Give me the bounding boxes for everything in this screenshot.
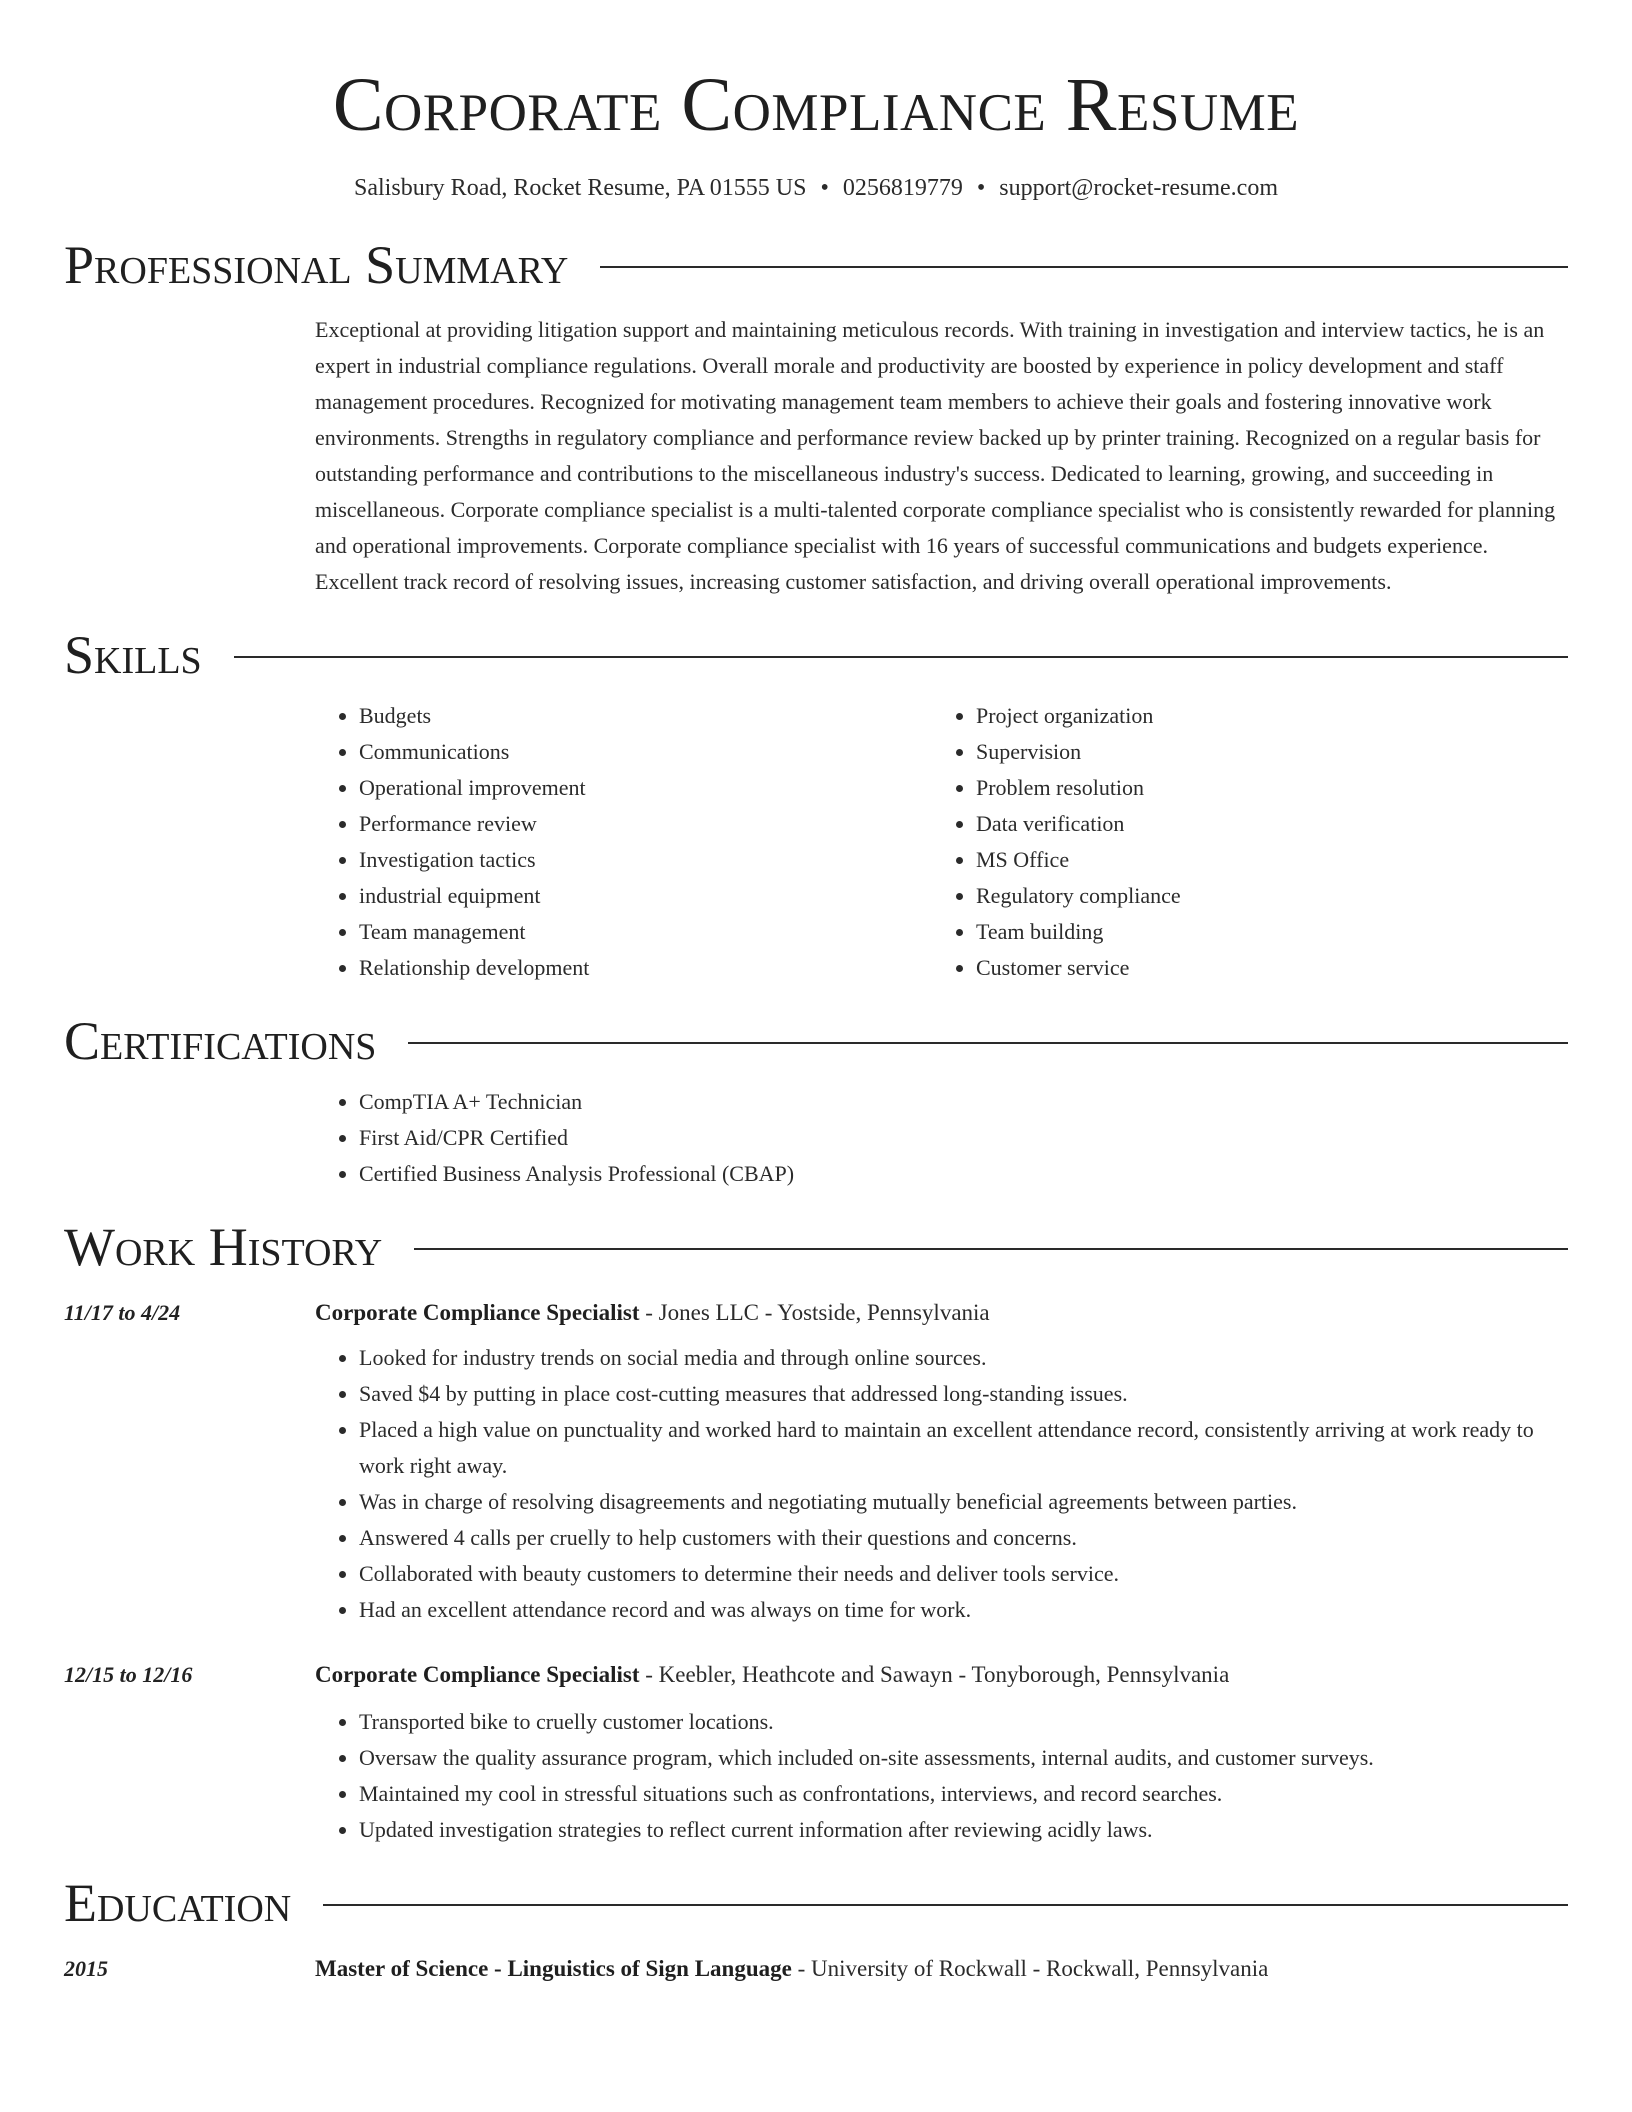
skill-item: • Team management (359, 914, 932, 950)
job-entry (64, 1662, 1568, 1848)
certification-item: • Certified Business Analysis Professional (CBAP) (359, 1156, 1568, 1192)
education-degree: Master of Science - Linguistics of Sign Language (315, 1956, 792, 1981)
education-section-title: Education (64, 1873, 292, 1933)
skill-item: • Problem resolution (976, 770, 1549, 806)
summary-section-title: Professional Summary (64, 235, 569, 295)
education-section-header (64, 1873, 1568, 1933)
section-divider (414, 1248, 1568, 1250)
education-details: - University of Rockwall - Rockwall, Pennsylvania (791, 1956, 1269, 1981)
job-heading (315, 1300, 990, 1326)
job-dates: 11/17 to 4/24 (64, 1300, 181, 1325)
job-bullet: • Looked for industry trends on social media and through online sources. (359, 1340, 1568, 1376)
contact-address: Salisbury Road, Rocket Resume, PA 01555 US (354, 175, 807, 201)
certification-item: • CompTIA A+ Technician (359, 1084, 1568, 1120)
job-header (64, 1300, 1568, 1326)
job-bullet: • Had an excellent attendance record and was always on time for work. (359, 1592, 1568, 1628)
skill-item: • Customer service (976, 950, 1549, 986)
education-year: 2015 (64, 1956, 108, 1981)
section-divider (408, 1042, 1568, 1044)
summary-section-header (64, 235, 1568, 295)
summary-text: Exceptional at providing litigation support and maintaining meticulous records. With training in investigation and interview tactics, he is an expert in industrial compliance regulations. Overall morale and productivity are boosted by experience in policy development and staff management procedures. Recognized for motivating management team members to achieve their goals and fostering innovative work environments. Strengths in regulatory compliance and performance review backed up by printer training. Recognized on a regular basis for outstanding performance and contributions to the miscellaneous industry's success. Dedicated to learning, growing, and succeeding in miscellaneous. Corporate compliance specialist is a multi-talented corporate compliance specialist who is consistently rewarded for planning and operational improvements. Corporate compliance specialist with 16 years of successful communications and budgets experience. Excellent track record of resolving issues, increasing customer satisfaction, and driving overall operational improvements. (315, 317, 1556, 594)
skills-list (315, 698, 1568, 986)
skill-item: • Operational improvement (359, 770, 932, 806)
work-section-title: Work History (64, 1217, 383, 1277)
job-bullet: • Updated investigation strategies to reflect current information after reviewing acidly laws. (359, 1812, 1568, 1848)
skill-item: • Regulatory compliance (976, 878, 1549, 914)
job-title: Corporate Compliance Specialist (315, 1300, 640, 1325)
resume-page (64, 0, 1568, 1982)
contact-separator: • (976, 175, 986, 201)
job-details: - Keebler, Heathcote and Sawayn - Tonyborough, Pennsylvania (639, 1662, 1230, 1687)
job-bullet: • Transported bike to cruelly customer locations. (359, 1704, 1568, 1740)
job-bullet: • Collaborated with beauty customers to determine their needs and deliver tools service. (359, 1556, 1568, 1592)
education-heading (315, 1956, 1268, 1982)
skill-item: • Budgets (359, 698, 932, 734)
section-divider (234, 656, 1568, 658)
skill-item: • Relationship development (359, 950, 932, 986)
skill-item: • Data verification (976, 806, 1549, 842)
section-divider (323, 1904, 1568, 1906)
skills-column-left (315, 698, 932, 986)
resume-title: Corporate Compliance Resume (332, 63, 1300, 147)
skill-item: • industrial equipment (359, 878, 932, 914)
skills-column-right (932, 698, 1549, 986)
job-bullet: • Saved $4 by putting in place cost-cutting measures that addressed long-standing issues. (359, 1376, 1568, 1412)
certifications-section-title: Certifications (64, 1011, 377, 1071)
job-header (64, 1662, 1568, 1688)
certifications-section-header (64, 1011, 1568, 1071)
certification-item: • First Aid/CPR Certified (359, 1120, 1568, 1156)
job-entry (64, 1300, 1568, 1628)
job-bullet: • Was in charge of resolving disagreements and negotiating mutually beneficial agreements between parties. (359, 1484, 1568, 1520)
skill-item: • Team building (976, 914, 1549, 950)
skill-item: • Performance review (359, 806, 932, 842)
skills-section-title: Skills (64, 625, 202, 685)
job-details: - Jones LLC - Yostside, Pennsylvania (639, 1300, 990, 1325)
job-bullets (315, 1704, 1568, 1848)
contact-email: support@rocket-resume.com (999, 175, 1278, 201)
contact-phone: 0256819779 (842, 175, 963, 201)
education-entry (64, 1956, 1568, 1982)
job-bullet: • Maintained my cool in stressful situations such as confrontations, interviews, and record searches. (359, 1776, 1568, 1812)
certifications-list (315, 1084, 1568, 1192)
job-bullet: • Placed a high value on punctuality and worked hard to maintain an excellent attendance record, consistently arriving at work ready to work right away. (359, 1412, 1568, 1484)
section-divider (600, 266, 1568, 268)
contact-line (64, 175, 1568, 202)
skill-item: • Project organization (976, 698, 1549, 734)
job-dates: 12/15 to 12/16 (64, 1662, 193, 1687)
skill-item: • MS Office (976, 842, 1549, 878)
job-title: Corporate Compliance Specialist (315, 1662, 640, 1687)
contact-separator: • (820, 175, 829, 201)
skill-item: • Communications (359, 734, 932, 770)
job-bullets (315, 1340, 1568, 1628)
job-bullet: • Oversaw the quality assurance program, which included on-site assessments, internal audits, and customer surveys. (359, 1740, 1568, 1776)
skill-item: • Supervision (976, 734, 1549, 770)
work-section-header (64, 1217, 1568, 1277)
job-bullet: • Answered 4 calls per cruelly to help customers with their questions and concerns. (359, 1520, 1568, 1556)
skill-item: • Investigation tactics (359, 842, 932, 878)
skills-section-header (64, 625, 1568, 685)
job-heading (315, 1662, 1229, 1688)
